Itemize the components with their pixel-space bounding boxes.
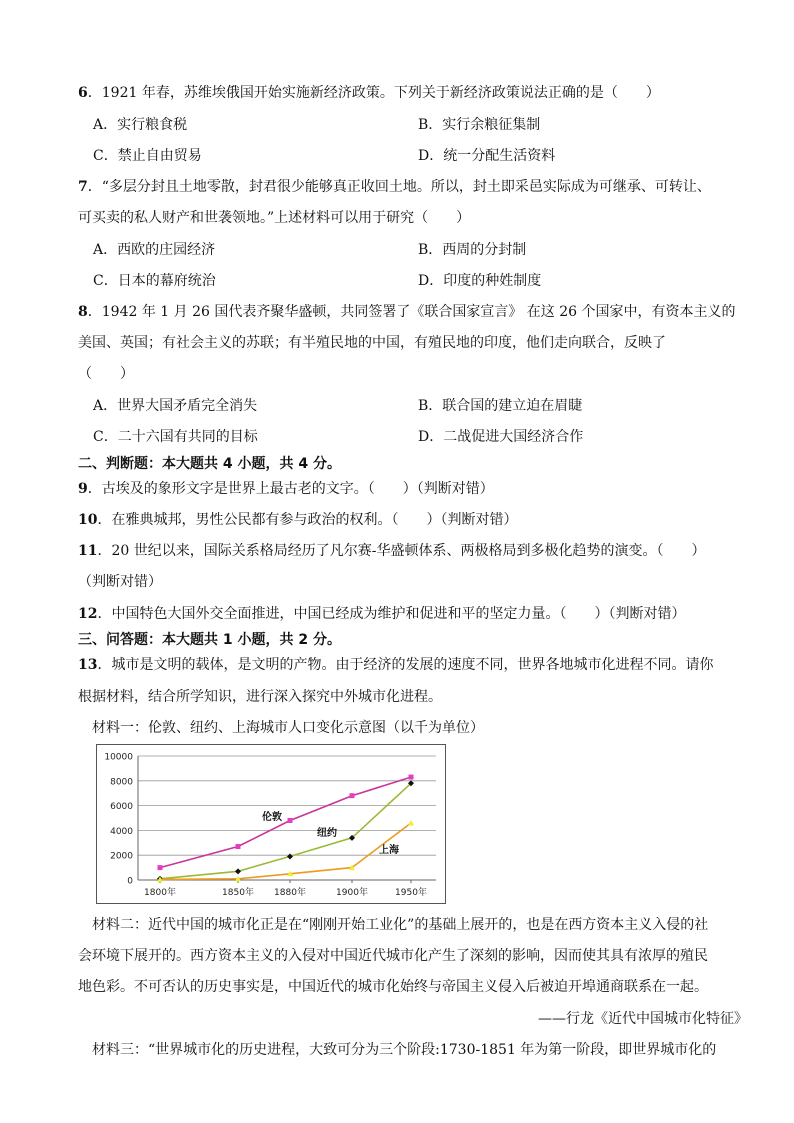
question-11: 11．20 世纪以来，国际关系格局经历了凡尔赛-华盛顿体系、两极格局到多极化趋势的演变。（ ） [78,543,706,559]
question-8-stem-line3: （ ） [78,366,134,382]
x-tick-label: 1950年 [395,888,427,898]
q7-option-b: B．西周的分封制 [418,242,527,258]
question-6-stem: 6．1921 年春，苏维埃俄国开始实施新经济政策。下列关于新经济政策说法正确的是（ ） [78,85,660,101]
material-1-caption: 材料一：伦敦、纽约、上海城市人口变化示意图（以千为单位） [92,720,484,736]
q6-option-a: A．实行粮食税 [93,117,188,133]
data-point [409,775,414,780]
section-2-title: 二、判断题：本大题共 4 小题，共 4 分。 [78,456,341,472]
q8-option-a: A．世界大国矛盾完全消失 [93,398,258,414]
series-label: 伦敦 [262,812,282,823]
question-13-stem: 13．城市是文明的载体，是文明的产物。由于经济的发展的速度不同，世界各地城市化进程不同。请你 [78,657,714,673]
y-tick-label: 10000 [104,752,133,763]
question-number: 6 [78,85,88,101]
q6-option-c: C．禁止自由贸易 [93,148,202,164]
question-10: 10．在雅典城邦，男性公民都有参与政治的权利。（ ）（判断对错） [78,512,518,528]
question-13-stem-line2: 根据材料，结合所学知识，进行深入探究中外城市化进程。 [78,689,442,705]
material-3-line1: 材料三：“世界城市化的历史进程，大致可分为三个阶段:1730-1851 年为第一阶段，即世界城市化的 [92,1042,717,1058]
x-tick-label: 1850年 [222,888,254,898]
data-point [350,793,355,798]
question-8-stem: 8．1942 年 1 月 26 国代表齐聚华盛顿，共同签署了《联合国家宣言》 在这 26 个国家中，有资本主义的 [78,304,736,320]
data-point [288,818,293,823]
q8-option-d: D．二战促进大国经济合作 [418,429,584,445]
question-11-line2: （判断对错） [78,574,162,590]
y-tick-label: 4000 [110,826,133,837]
section-3-title: 三、问答题：本大题共 1 小题，共 2 分。 [78,632,341,648]
y-tick-label: 0 [127,876,133,887]
q7-option-a: A．西欧的庄园经济 [93,242,216,258]
y-tick-label: 6000 [110,802,133,813]
q7-option-c: C．日本的幕府统治 [93,273,216,289]
question-8-stem-line2: 美国、英国；有社会主义的苏联；有半殖民地的中国，有殖民地的印度，他们走向联合，反映了 [78,335,666,351]
q8-option-b: B．联合国的建立迫在眉睫 [418,398,583,414]
series-label: 纽约 [317,828,337,839]
question-12: 12．中国特色大国外交全面推进，中国已经成为维护和促进和平的坚定力量。（ ）（判断对错） [78,606,686,622]
question-9: 9．古埃及的象形文字是世界上最古老的文字。（ ）（判断对错） [78,481,494,497]
q6-option-d: D．统一分配生活资料 [418,148,556,164]
data-point [236,844,241,849]
y-tick-label: 2000 [110,851,133,862]
material-2-line3: 地色彩。不可否认的历史事实是，中国近代的城市化始终与帝国主义侵入后被迫开埠通商联系在一起。 [78,979,708,995]
question-7-stem-line2: 可买卖的私人财产和世袭领地。”上述材料可以用于研究（ ） [78,210,471,226]
x-tick-label: 1900年 [336,888,368,898]
material-2-citation: ——行龙《近代中国城市化特征》 [538,1011,748,1027]
x-tick-label: 1800年 [144,888,176,898]
population-line-chart [96,744,446,904]
series-label: 上海 [379,845,399,856]
data-point [158,865,163,870]
question-7-stem: 7．“多层分封且土地零散，封君很少能够真正收回土地。所以，封土即采邑实际成为可继承、可转让、 [78,179,711,195]
x-tick-label: 1880年 [274,888,306,898]
material-2-line1: 材料二：近代中国的城市化正是在“刚刚开始工业化”的基础上展开的，也是在西方资本主义入侵的社 [92,917,709,933]
q7-option-d: D．印度的种姓制度 [418,273,542,289]
q8-option-c: C．二十六国有共同的目标 [93,429,258,445]
y-tick-label: 8000 [110,777,133,788]
q6-option-b: B．实行余粮征集制 [418,117,541,133]
material-2-line2: 会环境下展开的。西方资本主义的入侵对中国近代城市化产生了深刻的影响，因而使其具有浓厚的殖民 [78,948,708,964]
